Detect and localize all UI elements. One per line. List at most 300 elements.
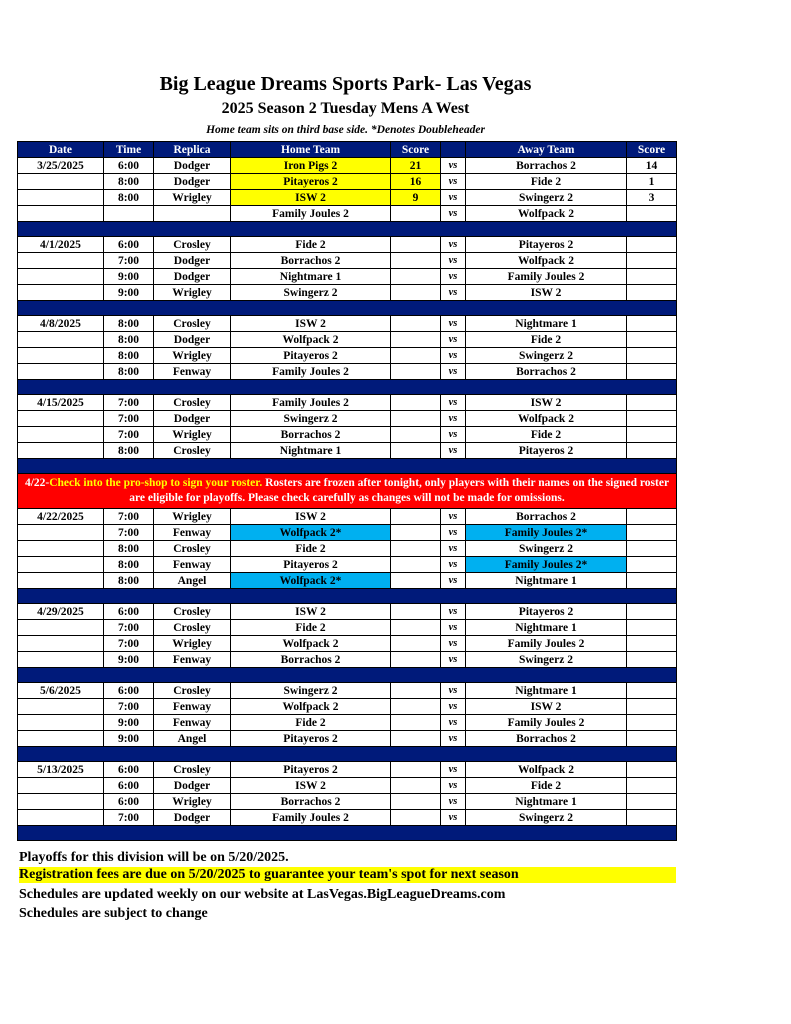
home-team: Swingerz 2 bbox=[231, 411, 391, 427]
game-time: 6:00 bbox=[104, 237, 154, 253]
home-team: Borrachos 2 bbox=[231, 253, 391, 269]
away-team: Wolfpack 2 bbox=[466, 206, 627, 222]
home-team: Nightmare 1 bbox=[231, 443, 391, 459]
table-header-row bbox=[18, 142, 677, 158]
game-time bbox=[104, 206, 154, 222]
away-score bbox=[627, 364, 677, 380]
home-team: Pitayeros 2 bbox=[231, 731, 391, 747]
table-row bbox=[18, 778, 677, 794]
game-field: Wrigley bbox=[154, 285, 231, 301]
page-title: Big League Dreams Sports Park- Las Vegas bbox=[159, 73, 532, 95]
game-field: Wrigley bbox=[154, 636, 231, 652]
away-score bbox=[627, 316, 677, 332]
game-time: 7:00 bbox=[104, 509, 154, 525]
game-time: 6:00 bbox=[104, 778, 154, 794]
game-field: Crosley bbox=[154, 316, 231, 332]
vs-label: vs bbox=[441, 190, 466, 206]
home-score bbox=[391, 778, 441, 794]
table-row bbox=[18, 316, 677, 332]
vs-label: vs bbox=[441, 620, 466, 636]
game-field: Crosley bbox=[154, 395, 231, 411]
game-field bbox=[154, 206, 231, 222]
away-team: Family Joules 2* bbox=[466, 525, 627, 541]
away-score bbox=[627, 427, 677, 443]
game-date: 3/25/2025 bbox=[18, 158, 104, 174]
away-team: Nightmare 1 bbox=[466, 316, 627, 332]
game-field: Fenway bbox=[154, 557, 231, 573]
home-team: Pitayeros 2 bbox=[231, 762, 391, 778]
roster-notice-row bbox=[18, 474, 677, 509]
home-score bbox=[391, 285, 441, 301]
home-score bbox=[391, 253, 441, 269]
schedule-note: Home team sits on third base side. *Denotes Doubleheader bbox=[206, 124, 485, 136]
table-row bbox=[18, 332, 677, 348]
game-field: Angel bbox=[154, 731, 231, 747]
vs-label: vs bbox=[441, 525, 466, 541]
away-team: Family Joules 2* bbox=[466, 557, 627, 573]
game-time: 8:00 bbox=[104, 190, 154, 206]
table-row bbox=[18, 348, 677, 364]
home-score bbox=[391, 636, 441, 652]
game-field: Dodger bbox=[154, 778, 231, 794]
game-date: 4/29/2025 bbox=[18, 604, 104, 620]
vs-label: vs bbox=[441, 810, 466, 826]
game-time: 7:00 bbox=[104, 636, 154, 652]
table-row bbox=[18, 604, 677, 620]
home-score bbox=[391, 620, 441, 636]
vs-label: vs bbox=[441, 683, 466, 699]
away-score bbox=[627, 253, 677, 269]
vs-label: vs bbox=[441, 395, 466, 411]
away-team: Fide 2 bbox=[466, 427, 627, 443]
away-team: Pitayeros 2 bbox=[466, 604, 627, 620]
game-date: 4/22/2025 bbox=[18, 509, 104, 525]
game-time: 7:00 bbox=[104, 525, 154, 541]
away-team: Pitayeros 2 bbox=[466, 237, 627, 253]
game-time: 9:00 bbox=[104, 652, 154, 668]
away-score bbox=[627, 332, 677, 348]
home-team: Fide 2 bbox=[231, 620, 391, 636]
game-date: 4/1/2025 bbox=[18, 237, 104, 253]
home-team: Wolfpack 2 bbox=[231, 636, 391, 652]
game-field: Crosley bbox=[154, 620, 231, 636]
table-row bbox=[18, 541, 677, 557]
home-score bbox=[391, 557, 441, 573]
home-score bbox=[391, 364, 441, 380]
game-field: Wrigley bbox=[154, 427, 231, 443]
separator-bar bbox=[18, 301, 677, 316]
away-team: Family Joules 2 bbox=[466, 636, 627, 652]
game-date bbox=[18, 794, 104, 810]
away-team: Swingerz 2 bbox=[466, 810, 627, 826]
home-team: Iron Pigs 2 bbox=[231, 158, 391, 174]
away-team: Wolfpack 2 bbox=[466, 411, 627, 427]
table-row bbox=[18, 762, 677, 778]
game-time: 7:00 bbox=[104, 699, 154, 715]
game-date bbox=[18, 253, 104, 269]
week-separator bbox=[18, 747, 677, 762]
vs-label: vs bbox=[441, 206, 466, 222]
vs-label: vs bbox=[441, 332, 466, 348]
game-time: 6:00 bbox=[104, 683, 154, 699]
game-date bbox=[18, 285, 104, 301]
table-row bbox=[18, 395, 677, 411]
away-score: 3 bbox=[627, 190, 677, 206]
game-time: 8:00 bbox=[104, 364, 154, 380]
home-team: ISW 2 bbox=[231, 190, 391, 206]
notice-text: Rosters are frozen after tonight, only players with their names on the signed roster are eligible for playoffs. Please check carefully as changes will not be made for omissions. bbox=[129, 477, 670, 504]
game-date bbox=[18, 411, 104, 427]
away-score bbox=[627, 443, 677, 459]
week-separator bbox=[18, 380, 677, 395]
away-team: Wolfpack 2 bbox=[466, 253, 627, 269]
table-row bbox=[18, 636, 677, 652]
separator-bar bbox=[18, 826, 677, 841]
home-score bbox=[391, 509, 441, 525]
table-row bbox=[18, 699, 677, 715]
game-field: Dodger bbox=[154, 332, 231, 348]
col-header-home-score: Score bbox=[391, 142, 441, 158]
game-field: Wrigley bbox=[154, 190, 231, 206]
table-row bbox=[18, 427, 677, 443]
away-score bbox=[627, 395, 677, 411]
game-date bbox=[18, 364, 104, 380]
week-separator bbox=[18, 668, 677, 683]
home-team: Family Joules 2 bbox=[231, 395, 391, 411]
table-row bbox=[18, 174, 677, 190]
col-header-replica: Replica bbox=[154, 142, 231, 158]
vs-label: vs bbox=[441, 509, 466, 525]
away-team: Pitayeros 2 bbox=[466, 443, 627, 459]
home-team: Borrachos 2 bbox=[231, 427, 391, 443]
home-score bbox=[391, 206, 441, 222]
home-score bbox=[391, 652, 441, 668]
home-team: Family Joules 2 bbox=[231, 810, 391, 826]
game-date bbox=[18, 636, 104, 652]
game-time: 7:00 bbox=[104, 620, 154, 636]
away-team: Wolfpack 2 bbox=[466, 762, 627, 778]
home-score bbox=[391, 411, 441, 427]
game-time: 8:00 bbox=[104, 443, 154, 459]
game-time: 9:00 bbox=[104, 285, 154, 301]
game-date bbox=[18, 348, 104, 364]
away-team: Fide 2 bbox=[466, 332, 627, 348]
game-date bbox=[18, 269, 104, 285]
vs-label: vs bbox=[441, 778, 466, 794]
game-date bbox=[18, 573, 104, 589]
home-score bbox=[391, 395, 441, 411]
home-score bbox=[391, 715, 441, 731]
home-team: ISW 2 bbox=[231, 604, 391, 620]
home-score bbox=[391, 810, 441, 826]
away-team: Borrachos 2 bbox=[466, 731, 627, 747]
game-time: 8:00 bbox=[104, 174, 154, 190]
home-team: Fide 2 bbox=[231, 237, 391, 253]
home-score: 16 bbox=[391, 174, 441, 190]
game-field: Wrigley bbox=[154, 348, 231, 364]
game-time: 8:00 bbox=[104, 541, 154, 557]
game-field: Angel bbox=[154, 573, 231, 589]
vs-label: vs bbox=[441, 573, 466, 589]
away-score bbox=[627, 683, 677, 699]
away-score bbox=[627, 541, 677, 557]
home-score bbox=[391, 427, 441, 443]
game-date: 5/13/2025 bbox=[18, 762, 104, 778]
week-separator bbox=[18, 826, 677, 841]
away-team: Family Joules 2 bbox=[466, 269, 627, 285]
week-separator bbox=[18, 589, 677, 604]
home-team: Wolfpack 2 bbox=[231, 332, 391, 348]
game-field: Dodger bbox=[154, 253, 231, 269]
home-score: 21 bbox=[391, 158, 441, 174]
table-row bbox=[18, 206, 677, 222]
home-team: Wolfpack 2* bbox=[231, 525, 391, 541]
notice-highlight: Check into the pro-shop to sign your roster. bbox=[49, 477, 263, 489]
table-row bbox=[18, 237, 677, 253]
game-date bbox=[18, 443, 104, 459]
game-time: 8:00 bbox=[104, 557, 154, 573]
vs-label: vs bbox=[441, 316, 466, 332]
subject-to-change-note: Schedules are subject to change bbox=[19, 906, 208, 921]
game-time: 6:00 bbox=[104, 794, 154, 810]
game-date: 4/15/2025 bbox=[18, 395, 104, 411]
game-date bbox=[18, 190, 104, 206]
game-field: Crosley bbox=[154, 762, 231, 778]
separator-bar bbox=[18, 380, 677, 395]
game-time: 7:00 bbox=[104, 427, 154, 443]
home-score bbox=[391, 699, 441, 715]
away-team: Swingerz 2 bbox=[466, 652, 627, 668]
home-team: Swingerz 2 bbox=[231, 683, 391, 699]
game-date bbox=[18, 206, 104, 222]
home-team: Pitayeros 2 bbox=[231, 557, 391, 573]
website-note: Schedules are updated weekly on our website at LasVegas.BigLeagueDreams.com bbox=[19, 887, 506, 902]
away-team: Family Joules 2 bbox=[466, 715, 627, 731]
game-field: Crosley bbox=[154, 604, 231, 620]
home-team: Fide 2 bbox=[231, 715, 391, 731]
table-row bbox=[18, 443, 677, 459]
home-team: Swingerz 2 bbox=[231, 285, 391, 301]
away-score bbox=[627, 557, 677, 573]
game-date bbox=[18, 525, 104, 541]
registration-note: Registration fees are due on 5/20/2025 to guarantee your team's spot for next season bbox=[19, 867, 676, 883]
table-row bbox=[18, 269, 677, 285]
game-time: 9:00 bbox=[104, 269, 154, 285]
game-date bbox=[18, 715, 104, 731]
game-date bbox=[18, 541, 104, 557]
away-team: ISW 2 bbox=[466, 699, 627, 715]
game-time: 8:00 bbox=[104, 348, 154, 364]
vs-label: vs bbox=[441, 636, 466, 652]
vs-label: vs bbox=[441, 794, 466, 810]
game-time: 7:00 bbox=[104, 411, 154, 427]
game-field: Crosley bbox=[154, 683, 231, 699]
game-date bbox=[18, 557, 104, 573]
game-date bbox=[18, 778, 104, 794]
table-row bbox=[18, 652, 677, 668]
game-time: 7:00 bbox=[104, 395, 154, 411]
away-score bbox=[627, 794, 677, 810]
game-field: Dodger bbox=[154, 269, 231, 285]
away-team: Borrachos 2 bbox=[466, 364, 627, 380]
vs-label: vs bbox=[441, 699, 466, 715]
home-score bbox=[391, 762, 441, 778]
table-row bbox=[18, 253, 677, 269]
separator-bar bbox=[18, 459, 677, 474]
away-score bbox=[627, 525, 677, 541]
game-field: Wrigley bbox=[154, 509, 231, 525]
away-team: Fide 2 bbox=[466, 174, 627, 190]
away-score: 14 bbox=[627, 158, 677, 174]
game-field: Dodger bbox=[154, 174, 231, 190]
home-score bbox=[391, 316, 441, 332]
away-team: Swingerz 2 bbox=[466, 541, 627, 557]
home-team: Nightmare 1 bbox=[231, 269, 391, 285]
vs-label: vs bbox=[441, 541, 466, 557]
vs-label: vs bbox=[441, 253, 466, 269]
game-date bbox=[18, 620, 104, 636]
col-header-away-score: Score bbox=[627, 142, 677, 158]
table-row bbox=[18, 509, 677, 525]
table-row bbox=[18, 620, 677, 636]
home-team: Family Joules 2 bbox=[231, 364, 391, 380]
separator-bar bbox=[18, 668, 677, 683]
away-team: ISW 2 bbox=[466, 395, 627, 411]
vs-label: vs bbox=[441, 348, 466, 364]
away-score bbox=[627, 509, 677, 525]
home-score bbox=[391, 604, 441, 620]
separator-bar bbox=[18, 222, 677, 237]
game-time: 9:00 bbox=[104, 715, 154, 731]
game-field: Crosley bbox=[154, 443, 231, 459]
vs-label: vs bbox=[441, 158, 466, 174]
vs-label: vs bbox=[441, 237, 466, 253]
table-row bbox=[18, 683, 677, 699]
game-time: 9:00 bbox=[104, 731, 154, 747]
schedule-body bbox=[18, 158, 677, 841]
game-time: 8:00 bbox=[104, 316, 154, 332]
away-score bbox=[627, 604, 677, 620]
game-time: 7:00 bbox=[104, 810, 154, 826]
game-date bbox=[18, 174, 104, 190]
home-team: Pitayeros 2 bbox=[231, 348, 391, 364]
home-team: ISW 2 bbox=[231, 778, 391, 794]
away-score bbox=[627, 778, 677, 794]
away-score bbox=[627, 636, 677, 652]
vs-label: vs bbox=[441, 652, 466, 668]
week-separator bbox=[18, 222, 677, 237]
home-score bbox=[391, 237, 441, 253]
game-field: Fenway bbox=[154, 525, 231, 541]
away-score bbox=[627, 810, 677, 826]
game-date: 4/8/2025 bbox=[18, 316, 104, 332]
notice-date: 4/22- bbox=[24, 477, 50, 489]
away-team: Borrachos 2 bbox=[466, 509, 627, 525]
home-score bbox=[391, 348, 441, 364]
game-date bbox=[18, 699, 104, 715]
home-team: Wolfpack 2 bbox=[231, 699, 391, 715]
away-score bbox=[627, 731, 677, 747]
home-team: Fide 2 bbox=[231, 541, 391, 557]
game-field: Fenway bbox=[154, 715, 231, 731]
home-score bbox=[391, 573, 441, 589]
vs-label: vs bbox=[441, 557, 466, 573]
table-row bbox=[18, 285, 677, 301]
table-row bbox=[18, 158, 677, 174]
game-field: Dodger bbox=[154, 411, 231, 427]
home-score bbox=[391, 731, 441, 747]
game-time: 8:00 bbox=[104, 332, 154, 348]
away-team: ISW 2 bbox=[466, 285, 627, 301]
vs-label: vs bbox=[441, 731, 466, 747]
home-team: Wolfpack 2* bbox=[231, 573, 391, 589]
away-score bbox=[627, 573, 677, 589]
col-header-time: Time bbox=[104, 142, 154, 158]
game-time: 8:00 bbox=[104, 573, 154, 589]
away-score: 1 bbox=[627, 174, 677, 190]
away-team: Borrachos 2 bbox=[466, 158, 627, 174]
home-team: ISW 2 bbox=[231, 509, 391, 525]
roster-notice bbox=[18, 474, 677, 509]
home-team: ISW 2 bbox=[231, 316, 391, 332]
col-header-date: Date bbox=[18, 142, 104, 158]
vs-label: vs bbox=[441, 411, 466, 427]
vs-label: vs bbox=[441, 762, 466, 778]
table-row bbox=[18, 810, 677, 826]
game-date bbox=[18, 731, 104, 747]
home-team: Pitayeros 2 bbox=[231, 174, 391, 190]
home-score bbox=[391, 794, 441, 810]
game-date bbox=[18, 332, 104, 348]
home-score bbox=[391, 332, 441, 348]
home-score bbox=[391, 525, 441, 541]
away-team: Fide 2 bbox=[466, 778, 627, 794]
vs-label: vs bbox=[441, 715, 466, 731]
table-row bbox=[18, 411, 677, 427]
away-score bbox=[627, 411, 677, 427]
away-team: Swingerz 2 bbox=[466, 348, 627, 364]
game-field: Crosley bbox=[154, 541, 231, 557]
game-field: Dodger bbox=[154, 158, 231, 174]
playoffs-note: Playoffs for this division will be on 5/20/2025. bbox=[19, 850, 289, 865]
game-time: 6:00 bbox=[104, 158, 154, 174]
home-score bbox=[391, 443, 441, 459]
away-team: Nightmare 1 bbox=[466, 794, 627, 810]
schedule-table bbox=[17, 141, 677, 841]
vs-label: vs bbox=[441, 604, 466, 620]
game-time: 6:00 bbox=[104, 762, 154, 778]
home-team: Family Joules 2 bbox=[231, 206, 391, 222]
vs-label: vs bbox=[441, 443, 466, 459]
week-separator bbox=[18, 459, 677, 474]
vs-label: vs bbox=[441, 269, 466, 285]
game-time: 6:00 bbox=[104, 604, 154, 620]
home-score bbox=[391, 269, 441, 285]
table-row bbox=[18, 525, 677, 541]
game-field: Fenway bbox=[154, 652, 231, 668]
table-row bbox=[18, 364, 677, 380]
table-row bbox=[18, 190, 677, 206]
game-date bbox=[18, 427, 104, 443]
home-team: Borrachos 2 bbox=[231, 652, 391, 668]
home-team: Borrachos 2 bbox=[231, 794, 391, 810]
page-subtitle: 2025 Season 2 Tuesday Mens A West bbox=[221, 100, 470, 117]
col-header-home-team: Home Team bbox=[231, 142, 391, 158]
vs-label: vs bbox=[441, 285, 466, 301]
away-score bbox=[627, 285, 677, 301]
game-date bbox=[18, 652, 104, 668]
game-date bbox=[18, 810, 104, 826]
